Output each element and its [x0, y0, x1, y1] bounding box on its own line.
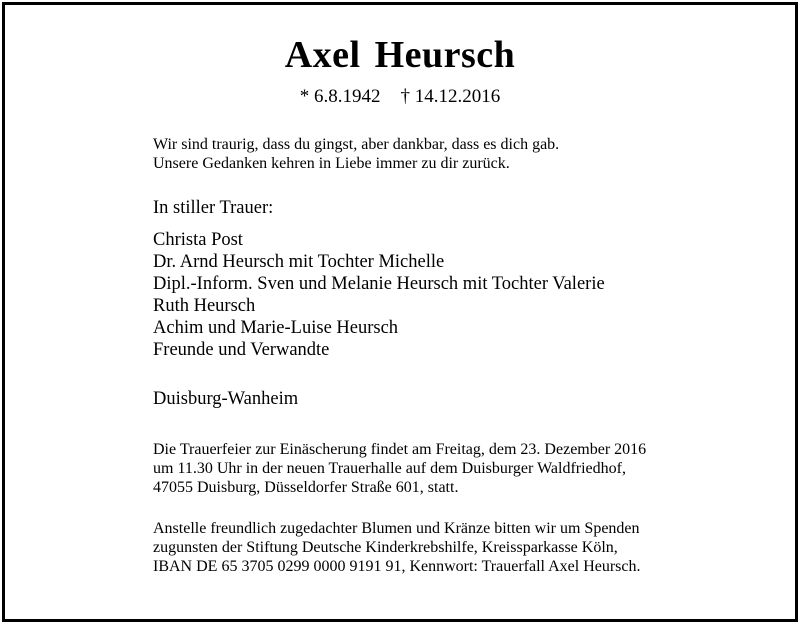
- donation-line: IBAN DE 65 3705 0299 0000 9191 91, Kennwort: Trauerfall Axel Heursch.: [153, 558, 641, 575]
- mourners-list: [153, 229, 605, 361]
- quote-line: Unsere Gedanken kehren in Liebe immer zu dir zurück.: [153, 155, 510, 172]
- quote-line: Wir sind traurig, dass du gingst, aber dankbar, dass es dich gab.: [153, 136, 560, 153]
- life-dates: [5, 85, 795, 109]
- donation-line: Anstelle freundlich zugedachter Blumen und Kränze bitten wir um Spenden: [153, 520, 640, 537]
- birth-date: * 6.8.1942: [299, 86, 381, 107]
- mourner-entry: Dipl.-Inform. Sven und Melanie Heursch mit Tochter Valerie: [153, 274, 605, 294]
- deceased-first-name: Axel: [284, 34, 361, 76]
- donation-request: [153, 519, 641, 576]
- mourner-entry: Dr. Arnd Heursch mit Tochter Michelle: [153, 252, 445, 272]
- deceased-last-name: Heursch: [374, 34, 516, 76]
- ceremony-line: um 11.30 Uhr in der neuen Trauerhalle auf dem Duisburger Waldfriedhof,: [153, 460, 626, 477]
- ceremony-details: [153, 440, 646, 497]
- mourner-entry: Christa Post: [153, 230, 243, 250]
- memorial-quote: [153, 135, 559, 173]
- donation-line: zugunsten der Stiftung Deutsche Kinderkrebshilfe, Kreissparkasse Köln,: [153, 539, 618, 556]
- ceremony-line: 47055 Duisburg, Düsseldorfer Straße 601, statt.: [153, 479, 459, 496]
- obituary-notice: [2, 2, 798, 622]
- mourner-entry: Ruth Heursch: [153, 296, 256, 316]
- ceremony-line: Die Trauerfeier zur Einäscherung findet am Freitag, dem 23. Dezember 2016: [153, 441, 647, 458]
- mourning-intro: In stiller Trauer:: [153, 198, 274, 218]
- death-date: † 14.12.2016: [400, 86, 501, 107]
- deceased-name: [5, 33, 795, 77]
- mourner-entry: Freunde und Verwandte: [153, 340, 330, 360]
- residence-place: Duisburg-Wanheim: [153, 389, 299, 409]
- mourner-entry: Achim und Marie-Luise Heursch: [153, 318, 399, 338]
